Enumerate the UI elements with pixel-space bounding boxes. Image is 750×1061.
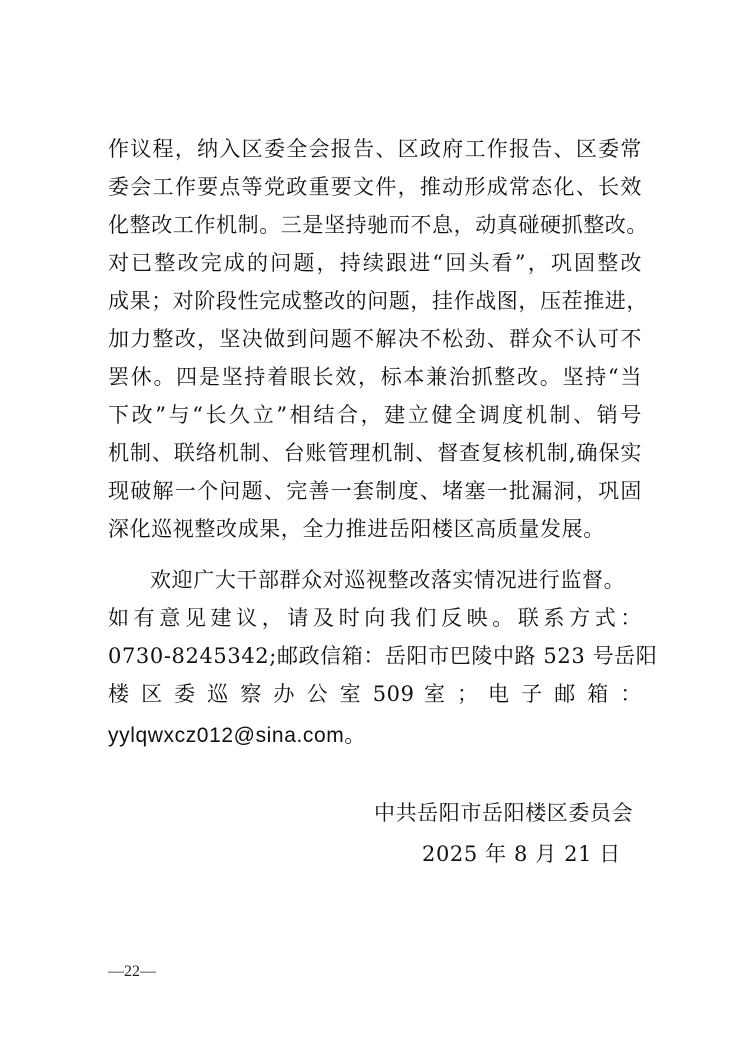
body-line-1: 作议程，纳入区委全会报告、区政府工作报告、区委常: [108, 137, 642, 161]
notice-line-5-email: yylqwxcz012@sina.com。: [108, 724, 366, 747]
body-line-7: 罢休。四是坚持着眼长效，标本兼治抓整改。坚持“当: [108, 365, 642, 389]
body-line-3: 化整改工作机制。三是坚持驰而不息，动真碰硬抓整改。: [108, 213, 648, 237]
notice-line-1: 欢迎广大干部群众对巡视整改落实情况进行监督。: [150, 568, 626, 592]
body-line-5: 成果；对阶段性完成整改的问题，挂作战图，压茬推进，: [108, 289, 648, 313]
body-line-9: 机制、联络机制、台账管理机制、督查复核机制,确保实: [108, 441, 642, 465]
body-line-2: 委会工作要点等党政重要文件，推动形成常态化、长效: [108, 175, 642, 199]
signature-organization: 中共岳阳市岳阳楼区委员会: [374, 801, 634, 825]
body-line-11: 深化巡视整改成果，全力推进岳阳楼区高质量发展。: [108, 517, 605, 541]
body-line-6: 加力整改，坚决做到问题不解决不松劲、群众不认可不: [108, 327, 642, 351]
page-number: —22—: [108, 963, 156, 980]
notice-line-2: 如有意见建议，请及时向我们反映。联系方式：: [108, 606, 642, 630]
body-line-4: 对已整改完成的问题，持续跟进“回头看”，巩固整改: [108, 251, 642, 275]
body-line-8: 下改”与“长久立”相结合，建立健全调度机制、销号: [108, 403, 642, 427]
notice-line-4: 楼 区 委 巡 察 办 公 室 509 室 ； 电 子 邮 箱 ：: [108, 682, 642, 706]
notice-line-3: 0730-8245342;邮政信箱：岳阳市巴陵中路 523 号岳阳: [108, 644, 658, 668]
signature-date: 2025 年 8 月 21 日: [422, 842, 621, 866]
body-line-10: 现破解一个问题、完善一套制度、堵塞一批漏洞，巩固: [108, 479, 642, 503]
